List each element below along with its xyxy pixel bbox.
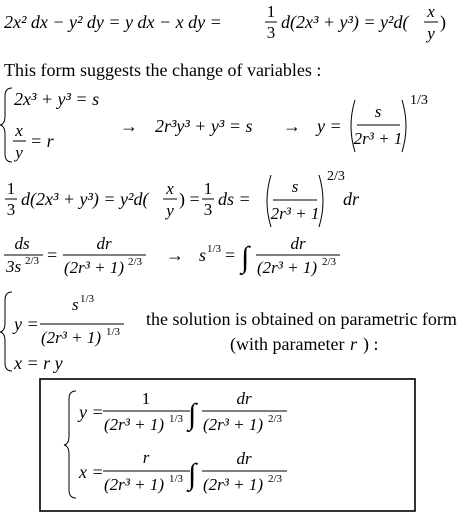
boxed-solution (40, 379, 415, 511)
system-1-line1: 2x³ + y³ = s (14, 89, 100, 109)
boxed-x-eq: x = (79, 462, 104, 482)
solution-text: the solution is obtained on parametric form (146, 309, 457, 329)
boxed-y-den-exp: 1/3 (169, 413, 184, 425)
integral-sign-3: ∫ (188, 458, 197, 491)
eq4-right-den: (2r³ + 1) (64, 258, 125, 277)
eq4-s: s (199, 245, 207, 265)
eq4-int-den: (2r³ + 1) (257, 258, 318, 277)
eq4-int-num: dr (290, 234, 306, 253)
eq3-coef-num: 1 (6, 179, 16, 198)
boxed-y-int-den-exp: 2/3 (268, 413, 283, 425)
integral-sign-2: ∫ (188, 398, 197, 431)
eq3-coef-den: 3 (6, 200, 16, 219)
eq1-frac-num: x (427, 2, 435, 21)
boxed-brace (64, 391, 76, 498)
eq4-right-den-exp: 2/3 (128, 256, 143, 268)
eq3-d-expr: d(2x³ + y³) = y²d( (21, 189, 149, 209)
equation-1 (4, 2, 446, 43)
eq4-int-den-exp: 2/3 (322, 256, 337, 268)
eq1-lhs: 2x² dx − y² dy = y dx − x dy = (4, 12, 222, 32)
eq1-coef-den: 3 (266, 23, 276, 42)
eq4-eq2: = (225, 245, 236, 265)
eq3-frac-den: y (166, 201, 174, 220)
eq1-close: ) (440, 12, 446, 32)
boxed-x-den-exp: 1/3 (169, 473, 184, 485)
system-1-frac-den: y (15, 143, 23, 162)
system-2-den-exp: 1/3 (106, 326, 121, 338)
system-2-y-eq: y = (14, 314, 39, 334)
system-2-den: (2r³ + 1) (41, 328, 102, 347)
system-1 (0, 88, 428, 162)
arrow-3: → (166, 245, 184, 265)
eq1-d-expr: d(2x³ + y³) = y²d( (281, 12, 409, 32)
system-2-num-exp: 1/3 (80, 293, 95, 305)
system-1-middle: 2r³y³ + y³ = s (155, 116, 253, 136)
eq4-s-exp: 1/3 (207, 243, 222, 255)
eq1-frac-den: y (427, 24, 435, 43)
system-1-paren-right (402, 100, 406, 152)
boxed-x-int-den-exp: 2/3 (268, 473, 283, 485)
boxed-y-int-den: (2r³ + 1) (203, 415, 264, 434)
arrow-1: → (120, 116, 138, 136)
system-1-frac-num: x (15, 121, 23, 140)
system-2-num: s (72, 295, 79, 314)
boxed-y-den: (2r³ + 1) (104, 415, 165, 434)
param-text-var: r (350, 334, 358, 354)
eq3-dr: dr (343, 189, 360, 209)
eq3-close-eq: ) = (179, 189, 200, 209)
system-1-brace (0, 88, 12, 162)
param-text-post: ) : (363, 334, 379, 354)
eq3-paren-right (319, 175, 323, 227)
eq3-coef2-den: 3 (203, 200, 213, 219)
system-1-y-den: 2r³ + 1 (353, 129, 403, 148)
eq4-left-den-exp: 2/3 (25, 255, 40, 267)
change-of-variables-text: This form suggests the change of variables : (4, 60, 322, 80)
eq4-left-den: 3s (6, 257, 22, 276)
boxed-y-num: 1 (141, 389, 151, 408)
eq3-frac2-num: s (291, 177, 299, 196)
system-2-brace (0, 292, 12, 371)
arrow-2: → (283, 116, 301, 136)
system-2 (0, 292, 124, 373)
eq3-ds-eq: ds = (218, 189, 251, 209)
eq3-exponent: 2/3 (327, 169, 345, 184)
eq3-frac2-den: 2r³ + 1 (270, 204, 320, 223)
eq1-coef-num: 1 (266, 2, 276, 21)
boxed-x-int-den: (2r³ + 1) (203, 475, 264, 494)
boxed-x-int-num: dr (236, 449, 252, 468)
eq3-coef2-num: 1 (203, 179, 213, 198)
system-1-y-eq: y = (317, 116, 342, 136)
eq4-eq: = (47, 245, 58, 265)
boxed-x-den: (2r³ + 1) (104, 475, 165, 494)
integral-sign-1: ∫ (241, 241, 250, 274)
boxed-y-int-num: dr (236, 389, 252, 408)
param-text-pre: (with parameter (230, 334, 345, 354)
boxed-x-num: r (142, 448, 150, 467)
system-1-line2-rhs: = r (30, 131, 54, 151)
eq3-frac-num: x (166, 179, 174, 198)
boxed-y-eq: y = (79, 402, 104, 422)
system-2-x-eq: x = r y (14, 353, 63, 373)
system-1-y-num: s (374, 102, 382, 121)
equation-4 (4, 234, 340, 277)
system-1-exponent: 1/3 (410, 93, 428, 108)
eq4-left-num: ds (14, 234, 30, 253)
eq4-right-num: dr (96, 234, 112, 253)
equation-3 (5, 169, 360, 227)
